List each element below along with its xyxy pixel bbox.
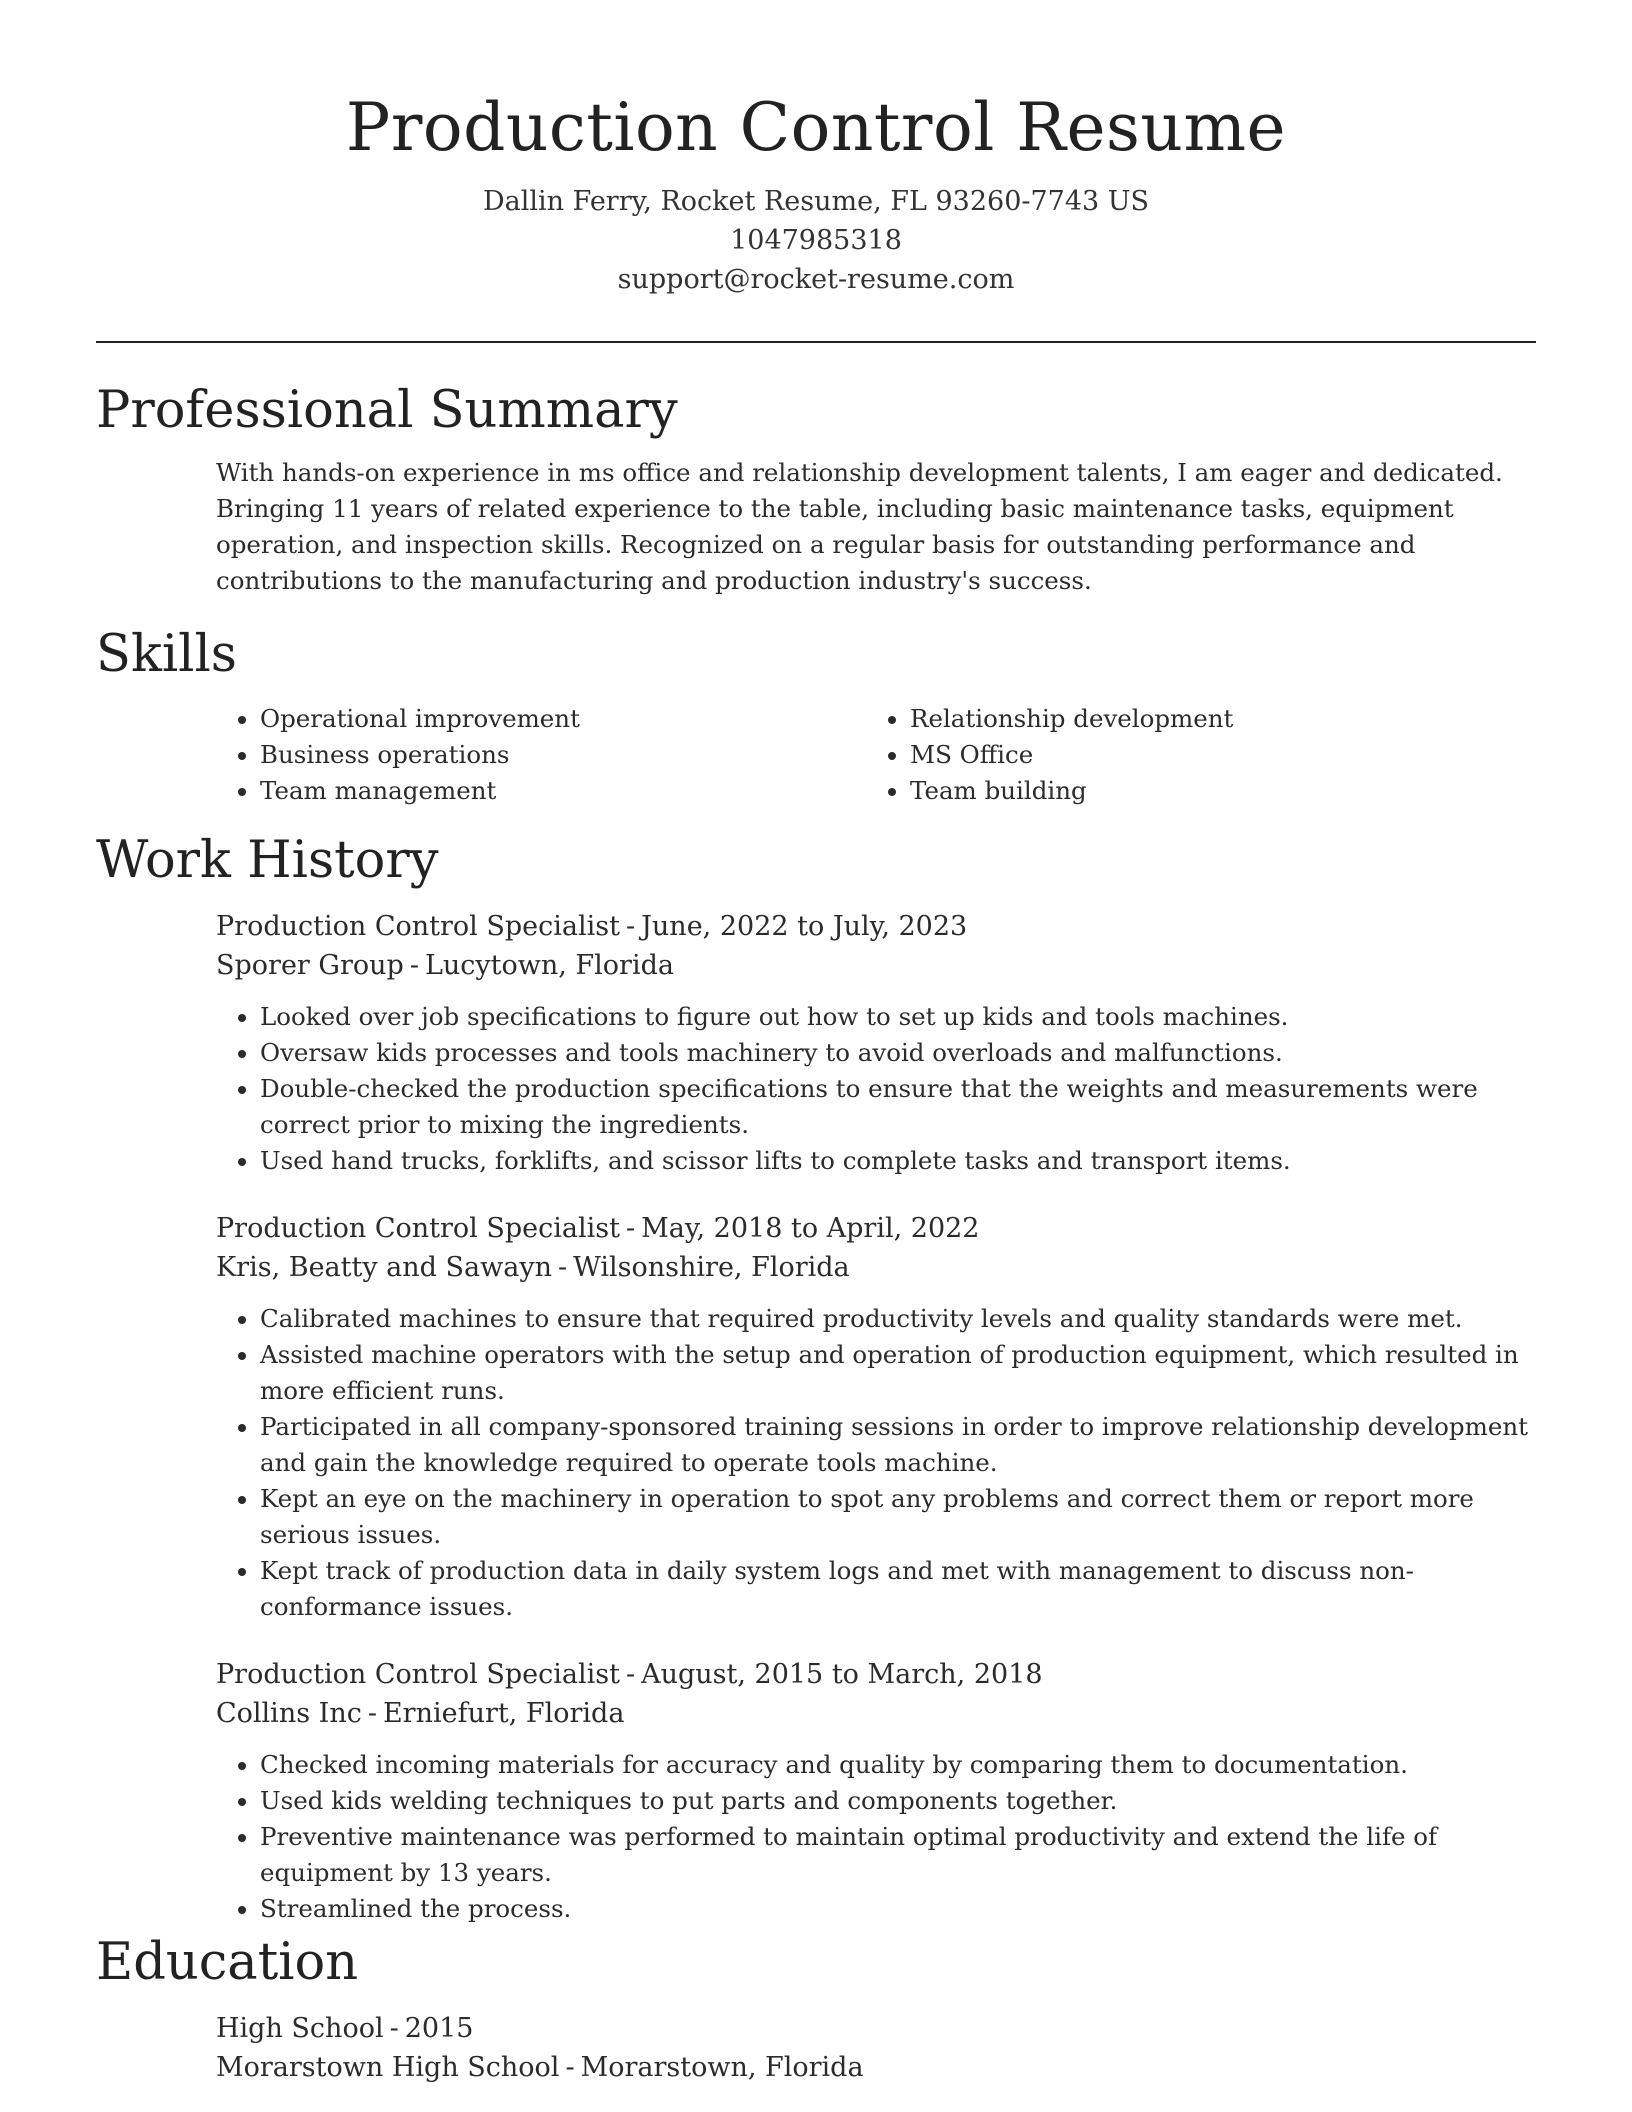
resume-header [0, 0, 1632, 299]
job-company: Kris, Beatty and Sawayn [216, 1252, 552, 1283]
job-dates: June, 2022 to July, 2023 [641, 911, 968, 942]
job-entry [216, 907, 1536, 1179]
job-duty: • Assisted machine operators with the setup and operation of production equipment, which resulted in more efficient runs. [260, 1337, 1536, 1409]
skills-list-left [216, 701, 866, 809]
job-duty: • Streamlined the process. [260, 1891, 1536, 1927]
job-duty: • Checked incoming materials for accuracy and quality by comparing them to documentation. [260, 1747, 1536, 1783]
job-duty: • Looked over job specifications to figure out how to set up kids and tools machines. [260, 999, 1536, 1035]
separator: - [367, 1698, 377, 1729]
job-duty: • Double-checked the production specifications to ensure that the weights and measurements were correct prior to mixing the ingredients. [260, 1071, 1536, 1143]
job-duties [216, 1747, 1536, 1927]
separator: - [557, 1252, 568, 1283]
skill-item: • Business operations [260, 737, 866, 773]
job-duty: • Kept an eye on the machinery in operation to spot any problems and correct them or report more serious issues. [260, 1481, 1536, 1553]
education-heading: Education [96, 1933, 359, 1992]
separator: - [409, 950, 419, 981]
separator: - [625, 1659, 636, 1690]
job-title-line [216, 907, 1536, 946]
contact-email: support@rocket-resume.com [617, 264, 1015, 295]
skill-item: • Operational improvement [260, 701, 866, 737]
job-company: Collins Inc [216, 1698, 362, 1729]
separator: - [625, 1213, 636, 1244]
skills-section [96, 701, 1536, 809]
skills-heading: Skills [96, 625, 237, 684]
skill-item: • Team management [260, 773, 866, 809]
job-company: Sporer Group [216, 950, 404, 981]
job-company-line [216, 1248, 1536, 1287]
skills-list-right [866, 701, 1516, 809]
job-entry [216, 1209, 1536, 1625]
job-duty: • Used hand trucks, forklifts, and scissor lifts to complete tasks and transport items. [260, 1143, 1536, 1179]
skill-item: • Team building [910, 773, 1516, 809]
job-location: Erniefurt, Florida [382, 1698, 625, 1729]
education-degree-line [216, 2009, 1536, 2048]
summary-heading: Professional Summary [96, 381, 678, 440]
work-history-section [96, 907, 1536, 1927]
job-title: Production Control Specialist [216, 911, 620, 942]
job-duty: • Used kids welding techniques to put parts and components together. [260, 1783, 1536, 1819]
job-duties [216, 1301, 1536, 1625]
separator: - [565, 2052, 575, 2083]
skills-grid [216, 701, 1536, 809]
summary-section [96, 455, 1536, 599]
job-duty: • Calibrated machines to ensure that required productivity levels and quality standards were met. [260, 1301, 1536, 1337]
contact-block [0, 182, 1632, 299]
education-school-line [216, 2048, 1536, 2087]
job-dates: May, 2018 to April, 2022 [641, 1213, 980, 1244]
work-history-heading: Work History [96, 831, 439, 890]
education-school: Morarstown High School [216, 2052, 560, 2083]
education-year: 2015 [404, 2013, 474, 2044]
skill-item: • MS Office [910, 737, 1516, 773]
resume-title: Production Control Resume [345, 89, 1287, 166]
job-duty: • Preventive maintenance was performed to maintain optimal productivity and extend the life of equipment by 13 years. [260, 1819, 1536, 1891]
job-duty: • Participated in all company-sponsored training sessions in order to improve relationship development and gain the knowledge required to operate tools machine. [260, 1409, 1536, 1481]
job-location: Wilsonshire, Florida [573, 1252, 850, 1283]
job-company-line [216, 1694, 1536, 1733]
separator: - [625, 911, 636, 942]
separator: - [389, 2013, 399, 2044]
job-location: Lucytown, Florida [424, 950, 674, 981]
resume-content [96, 375, 1536, 2087]
job-entry [216, 1655, 1536, 1927]
skill-item: • Relationship development [910, 701, 1516, 737]
job-title-line [216, 1209, 1536, 1248]
job-title: Production Control Specialist [216, 1659, 620, 1690]
contact-address: Dallin Ferry, Rocket Resume, FL 93260-7743 US [482, 186, 1150, 217]
summary-text: With hands-on experience in ms office and relationship development talents, I am eager and dedicated. Bringing 11 years of related experience to the table, including basic maintenance tasks, equipment operation, and inspection skills. Recognized on a regular basis for outstanding performance and contributions to the manufacturing and production industry's success. [216, 458, 1503, 595]
header-divider [96, 341, 1536, 343]
job-title: Production Control Specialist [216, 1213, 620, 1244]
job-duty: • Kept track of production data in daily system logs and met with management to discuss non-conformance issues. [260, 1553, 1536, 1625]
job-company-line [216, 946, 1536, 985]
contact-phone: 1047985318 [730, 225, 902, 256]
job-duties [216, 999, 1536, 1179]
job-duty: • Oversaw kids processes and tools machinery to avoid overloads and malfunctions. [260, 1035, 1536, 1071]
job-title-line [216, 1655, 1536, 1694]
education-location: Morarstown, Florida [580, 2052, 864, 2083]
education-degree: High School [216, 2013, 384, 2044]
job-dates: August, 2015 to March, 2018 [641, 1659, 1043, 1690]
education-section [96, 2009, 1536, 2087]
